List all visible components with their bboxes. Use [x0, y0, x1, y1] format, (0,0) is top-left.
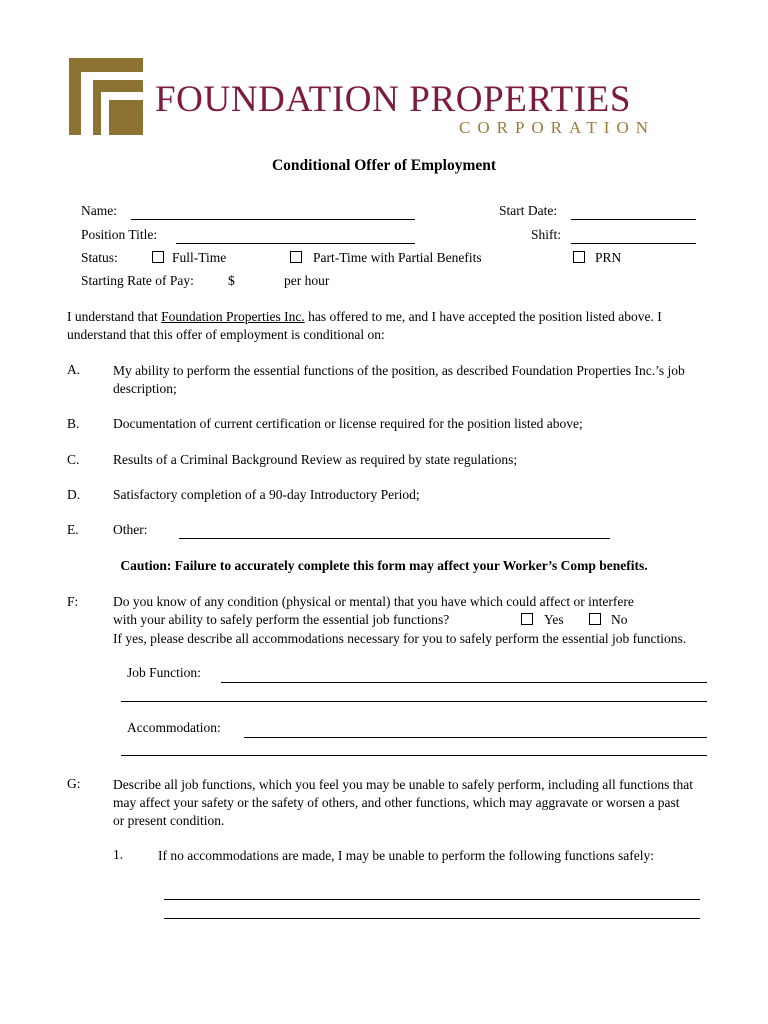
intro-paragraph [67, 308, 707, 344]
no-label: No [611, 612, 628, 627]
form-title: Conditional Offer of Employment [271, 157, 497, 174]
section-f-line2: with your ability to safely perform the essential job functions? [113, 612, 450, 627]
start-date-label: Start Date: [499, 203, 558, 218]
name-label: Name: [81, 203, 117, 218]
section-g-letter: G: [67, 776, 81, 791]
position-title-field[interactable] [176, 243, 415, 244]
full-time-checkbox[interactable] [152, 251, 164, 263]
company-subtitle: CORPORATION [459, 118, 656, 137]
condition-d-letter: D. [67, 487, 81, 502]
condition-b-text: Documentation of current certification or license required for the position listed above; [113, 416, 583, 431]
section-f-line1: Do you know of any condition (physical or mental) that you have which could affect or interfere [113, 594, 634, 609]
status-label: Status: [81, 250, 118, 265]
unable-functions-field-line1[interactable] [164, 899, 700, 900]
name-field[interactable] [131, 219, 415, 220]
rate-label: Starting Rate of Pay: [81, 273, 194, 288]
section-f-letter: F: [67, 594, 79, 609]
no-checkbox[interactable] [589, 613, 601, 625]
full-time-label: Full-Time [172, 250, 227, 265]
yes-checkbox[interactable] [521, 613, 533, 625]
part-time-label: Part-Time with Partial Benefits [313, 250, 482, 265]
intro-text-after: has offered to me, and I have accepted the position listed above. I understand that this offer of employment is conditional on: [67, 309, 662, 342]
condition-c-text: Results of a Criminal Background Review as required by state regulations; [113, 452, 518, 467]
job-function-label: Job Function: [127, 665, 201, 680]
accommodation-field-line2[interactable] [121, 755, 707, 756]
other-field[interactable] [179, 538, 610, 539]
condition-d-text: Satisfactory completion of a 90-day Introductory Period; [113, 487, 420, 502]
section-f-line3: If yes, please describe all accommodations necessary for you to safely perform the essential job functions. [113, 631, 687, 646]
rate-unit: per hour [284, 273, 330, 288]
job-function-field[interactable] [221, 682, 707, 683]
section-g-item-number: 1. [113, 847, 124, 862]
position-title-label: Position Title: [81, 227, 158, 242]
rate-currency: $ [228, 273, 235, 288]
shift-field[interactable] [571, 243, 696, 244]
company-name: FOUNDATION PROPERTIES [155, 79, 632, 120]
start-date-field[interactable] [571, 219, 696, 220]
condition-a-text: My ability to perform the essential functions of the position, as described Foundation Properties Inc.’s job description; [113, 363, 685, 396]
prn-label: PRN [595, 250, 622, 265]
prn-checkbox[interactable] [573, 251, 585, 263]
condition-e-letter: E. [67, 522, 79, 537]
job-function-field-line2[interactable] [121, 701, 707, 702]
shift-label: Shift: [531, 227, 562, 242]
intro-text-before: I understand that [67, 309, 162, 324]
section-g-item-text: If no accommodations are made, I may be unable to perform the following functions safely: [158, 848, 654, 863]
condition-b-letter: B. [67, 416, 80, 431]
condition-a-letter: A. [67, 362, 81, 377]
yes-label: Yes [544, 612, 564, 627]
company-logo-mark [69, 58, 143, 135]
condition-e-text: Other: [113, 522, 148, 537]
accommodation-field[interactable] [244, 737, 707, 738]
caution-notice: Caution: Failure to accurately complete this form may affect your Worker’s Comp benefits. [120, 558, 648, 573]
intro-company-name: Foundation Properties Inc. [161, 309, 305, 324]
section-g-text: Describe all job functions, which you feel you may be unable to safely perform, including all functions that may affect your safety or the safety of others, and other functions, which may aggravate or worsen a past or present condition. [113, 777, 693, 828]
accommodation-label: Accommodation: [127, 720, 221, 735]
unable-functions-field-line2[interactable] [164, 918, 700, 919]
condition-c-letter: C. [67, 452, 80, 467]
part-time-checkbox[interactable] [290, 251, 302, 263]
